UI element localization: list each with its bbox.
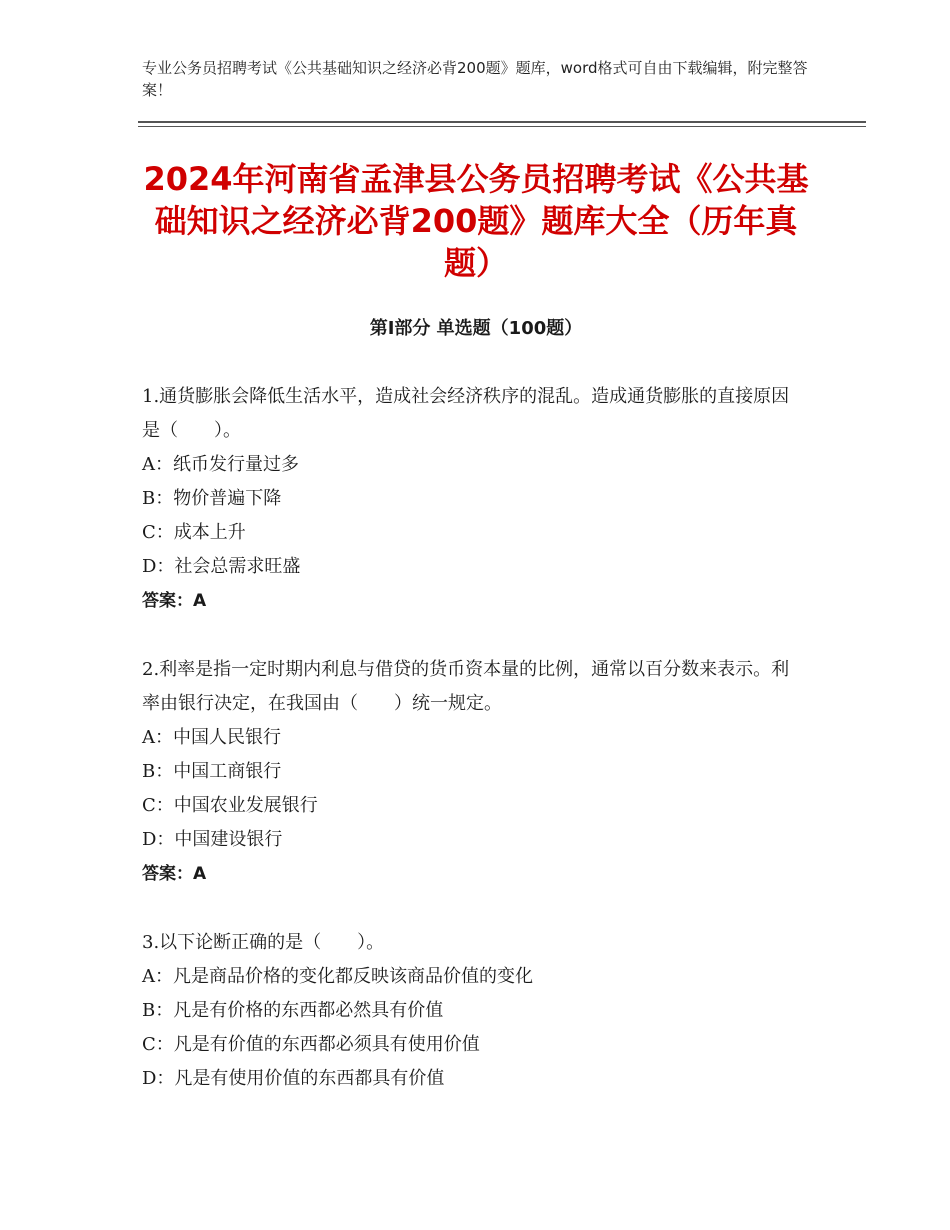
question-1 [142, 380, 802, 618]
option-a: A：纸币发行量过多 [142, 454, 299, 475]
question-2 [142, 653, 802, 891]
question-stem: 1.通货膨胀会降低生活水平，造成社会经济秩序的混乱。造成通货膨胀的直接原因是（ ）。 [142, 386, 790, 441]
option-c: C：中国农业发展银行 [142, 795, 318, 816]
option-b: B：物价普遍下降 [142, 488, 282, 509]
question-3 [142, 926, 802, 1096]
question-stem: 2.利率是指一定时期内利息与借贷的货币资本量的比例，通常以百分数来表示。利率由银行决定，在我国由（ ）统一规定。 [142, 659, 790, 714]
option-a: A：中国人民银行 [142, 727, 281, 748]
option-d: D：中国建设银行 [142, 829, 283, 850]
header-note: 专业公务员招聘考试《公共基础知识之经济必背200题》题库，word格式可自由下载编辑，附完整答案！ [142, 59, 808, 99]
option-c: C：凡是有价值的东西都必须具有使用价值 [142, 1034, 480, 1055]
option-b: B：凡是有价格的东西都必然具有价值 [142, 1000, 444, 1021]
header-divider [138, 121, 866, 123]
header-divider-thin [138, 126, 866, 127]
option-a: A：凡是商品价格的变化都反映该商品价值的变化 [142, 966, 533, 987]
option-c: C：成本上升 [142, 522, 246, 543]
option-b: B：中国工商银行 [142, 761, 282, 782]
document-title: 2024年河南省孟津县公务员招聘考试《公共基础知识之经济必背200题》题库大全（历年真题） [143, 160, 809, 282]
option-d: D：凡是有使用价值的东西都具有价值 [142, 1068, 445, 1089]
question-stem: 3.以下论断正确的是（ ）。 [142, 932, 385, 953]
answer: 答案：A [142, 591, 207, 611]
option-d: D：社会总需求旺盛 [142, 556, 301, 577]
section-title: 第I部分 单选题（100题） [369, 318, 583, 339]
answer: 答案：A [142, 864, 207, 884]
